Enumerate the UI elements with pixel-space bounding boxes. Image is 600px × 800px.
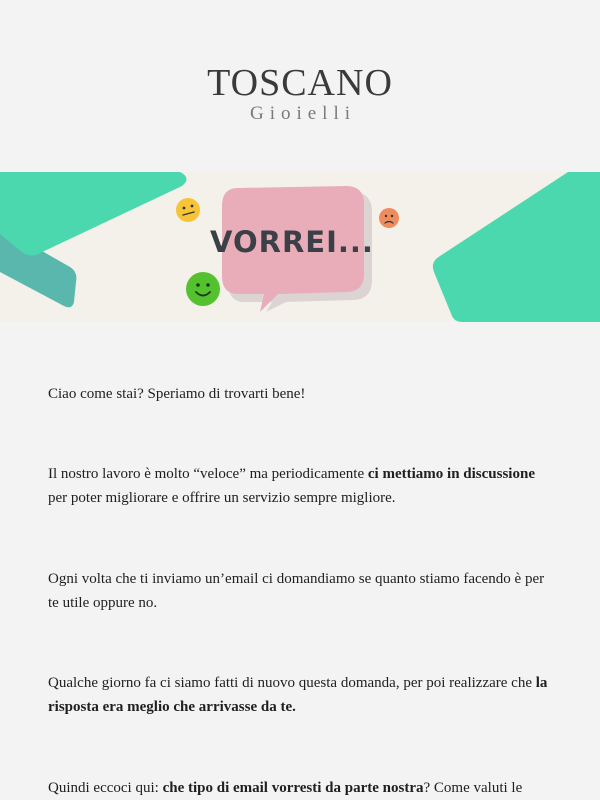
text-segment: Il nostro lavoro è molto “veloce” ma periodicamente [48, 466, 368, 482]
banner-illustration [0, 172, 600, 322]
text-segment: Qualche giorno fa ci siamo fatti di nuovo questa domanda, per poi realizzare che [48, 675, 536, 691]
text-segment: Quindi eccoci qui: [48, 780, 163, 796]
right-teal-shape [433, 172, 600, 322]
bold-text: ci mettiamo in discussione [367, 466, 535, 482]
happy-emoji-icon [186, 272, 220, 306]
bubble-text: VORREI... [210, 225, 374, 259]
text-segment: per poter migliorare e offrire un servizio sempre migliore. [48, 490, 396, 506]
confused-emoji-icon [176, 198, 200, 222]
brand-logo-name[interactable]: TOSCANO [207, 62, 393, 104]
bold-text: che tipo di email vorresti da parte nostra [162, 780, 424, 796]
email-header [0, 0, 600, 172]
paragraph-greeting [48, 382, 548, 406]
paragraph-realization [48, 671, 548, 719]
paragraph-email-question [48, 567, 548, 615]
text-segment: Ciao come stai? Speriamo di trovarti bene! [48, 386, 306, 402]
text-segment: ? Come valuti le [423, 780, 523, 796]
left-teal-shape [0, 172, 187, 256]
brand-logo-subtitle: Gioielli [249, 103, 357, 124]
bold-text: la risposta era meglio che arrivasse da te. [48, 675, 548, 715]
hero-banner [0, 172, 600, 322]
paragraph-survey [48, 776, 548, 800]
paragraph-work [48, 462, 548, 510]
text-segment: Ogni volta che ti inviamo un’email ci domandiamo se quanto stiamo facendo è per te utile oppure no. [48, 571, 545, 611]
sad-emoji-icon [379, 208, 399, 228]
